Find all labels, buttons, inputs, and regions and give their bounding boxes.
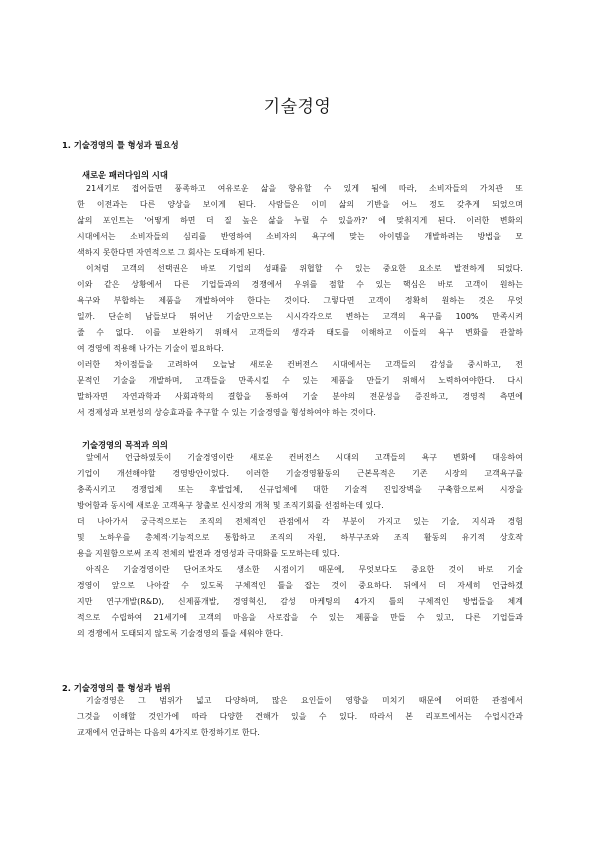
paragraph-purpose-1 <box>77 450 523 514</box>
paragraph-line: 일까. 단순히 남들보다 뛰어난 기술만으로는 시시각각으로 변하는 고객의 욕구를 100% 만족시켜 <box>77 312 523 321</box>
paragraph-line: 말하자면 자연과학과 사회과학의 결합을 통하여 기술 분야의 전문성을 증진하고, 경영적 측면에 <box>77 392 523 401</box>
paragraph-line: 색하지 못한다면 자연적으로 그 회사는 도태하게 된다. <box>77 248 266 257</box>
paragraph-line: 욕구와 부합하는 제품을 개발하여야 한다는 것이다. 그렇다면 고객이 정확히 원하는 것은 무엇 <box>77 296 523 305</box>
section-2-heading: 2. 기술경영의 틀 형성과 범위 <box>62 683 171 693</box>
paragraph-line: 삶의 포인트는 '어떻게 하면 더 질 높은 삶을 누릴 수 있을까?' 에 맞춰지게 된다. 이러한 변화의 <box>77 216 523 225</box>
paragraph-line: 기업이 개선해야할 경영방안이었다. 이러한 기술경영활동의 근본목적은 기존 시장의 고객욕구를 <box>77 469 523 478</box>
paragraph-line: 그것을 이해할 것인가에 따라 다양한 견해가 있을 수 있다. 따라서 본 리포트에서는 수업시간과 <box>77 712 523 721</box>
paragraph-line: 이처럼 고객의 선택권은 바로 기업의 성패를 위협할 수 있는 중요한 요소로 발전하게 되었다. <box>86 264 523 273</box>
paragraph-line: 지만 연구개발(R&D), 신제품개발, 경영혁신, 감성 마케팅의 4가지 틀의 구체적인 방법들을 체계 <box>77 597 523 606</box>
paragraph-line: 기술경영은 그 범위가 넓고 다양하며, 많은 요인들이 영향을 미치기 때문에 어떠한 관점에서 <box>86 696 523 705</box>
paragraph-line: 용을 지원함으로써 조직 전체의 발전과 경영성과 극대화를 도모하는데 있다. <box>77 549 340 558</box>
paragraph-paradigm-3 <box>77 357 523 421</box>
paragraph-scope-1 <box>77 693 523 741</box>
paragraph-line: 줄 수 없다. 이를 보완하기 위해서 고객들의 생각과 태도를 이해하고 이들의 욕구 변화를 관찰하 <box>77 328 523 337</box>
paragraph-line: 교재에서 언급하는 다음의 4가지로 한정하기로 한다. <box>77 728 260 737</box>
paragraph-line: 및 노하우를 총체적·기능적으로 통합하고 조직의 자원, 하부구조와 조직 활동의 유기적 상호작 <box>77 533 523 542</box>
subsection-purpose-heading: 기술경영의 목적과 의의 <box>82 440 168 450</box>
document-title: 기술경영 <box>263 97 332 117</box>
paragraph-line: 서 경제성과 보편성의 상승효과를 추구할 수 있는 기술경영을 형성하여야 하는 것이다. <box>77 408 376 417</box>
paragraph-line: 적으로 수립하여 21세기에 고객의 마음을 사로잡을 수 있는 제품을 만들 수 있고, 다른 기업들과 <box>77 613 523 622</box>
subsection-paradigm-heading: 새로운 패러다임의 시대 <box>82 170 168 180</box>
paragraph-line: 21세기로 접어들면 풍족하고 여유로운 삶을 향유할 수 있게 됨에 따라, 소비자들의 가치관 또 <box>86 184 523 193</box>
paragraph-line: 여 경영에 적용해 나가는 기술이 필요하다. <box>77 344 224 353</box>
paragraph-purpose-3 <box>77 562 523 642</box>
paragraph-line: 의 경쟁에서 도태되지 않도록 기술경영의 틀을 세워야 한다. <box>77 629 284 638</box>
paragraph-line: 이와 같은 상황에서 다른 기업들과의 경쟁에서 우위를 점할 수 있는 핵심은 바로 고객이 원하는 <box>77 280 523 289</box>
paragraph-line: 아직은 기술경영이란 단어조차도 생소한 시점이기 때문에, 무엇보다도 중요한 것이 바로 기술 <box>86 565 523 574</box>
paragraph-line: 경영이 앞으로 나아갈 수 있도록 구체적인 틀을 잡는 것이 중요하다. 뒤에서 더 자세히 언급하겠 <box>77 581 523 590</box>
paragraph-purpose-2 <box>77 514 523 562</box>
paragraph-line: 이러한 차이점들을 고려하여 오늘날 새로운 컨버전스 시대에서는 고객들의 감성을 중시하고, 전 <box>77 360 523 369</box>
section-1-heading: 1. 기술경영의 틀 형성과 필요성 <box>62 140 179 150</box>
paragraph-line: 시대에서는 소비자들의 심리를 반영하여 소비자의 욕구에 맞는 아이템을 개발하려는 방법을 모 <box>77 232 523 241</box>
paragraph-line: 충족시키고 경쟁업체 또는 후발업체, 신규업체에 대한 기술적 진입장벽을 구축함으로써 시장을 <box>77 485 523 494</box>
paragraph-line: 문적인 기술을 개발하며, 고객들을 만족시킬 수 있는 제품을 만들기 위해서 노력하여야한다. 다시 <box>77 376 523 385</box>
paragraph-line: 앞에서 언급하였듯이 기술경영이란 새로운 컨버전스 시대의 고객들의 욕구 변화에 대응하여 <box>86 453 523 462</box>
paragraph-paradigm-2 <box>77 261 523 357</box>
paragraph-paradigm-1 <box>77 181 523 261</box>
paragraph-line: 한 이전과는 다른 양상을 보이게 된다. 사람들은 이미 삶의 기반을 어느 정도 갖추게 되었으며 <box>77 200 523 209</box>
paragraph-line: 더 나아가서 궁극적으로는 조직의 전체적인 관점에서 각 부분이 가지고 있는 기술, 지식과 경험 <box>77 517 523 526</box>
paragraph-line: 방어함과 동시에 새로운 고객욕구 창출로 신시장의 개척 및 조직기회를 선점하는데 있다. <box>77 501 384 510</box>
